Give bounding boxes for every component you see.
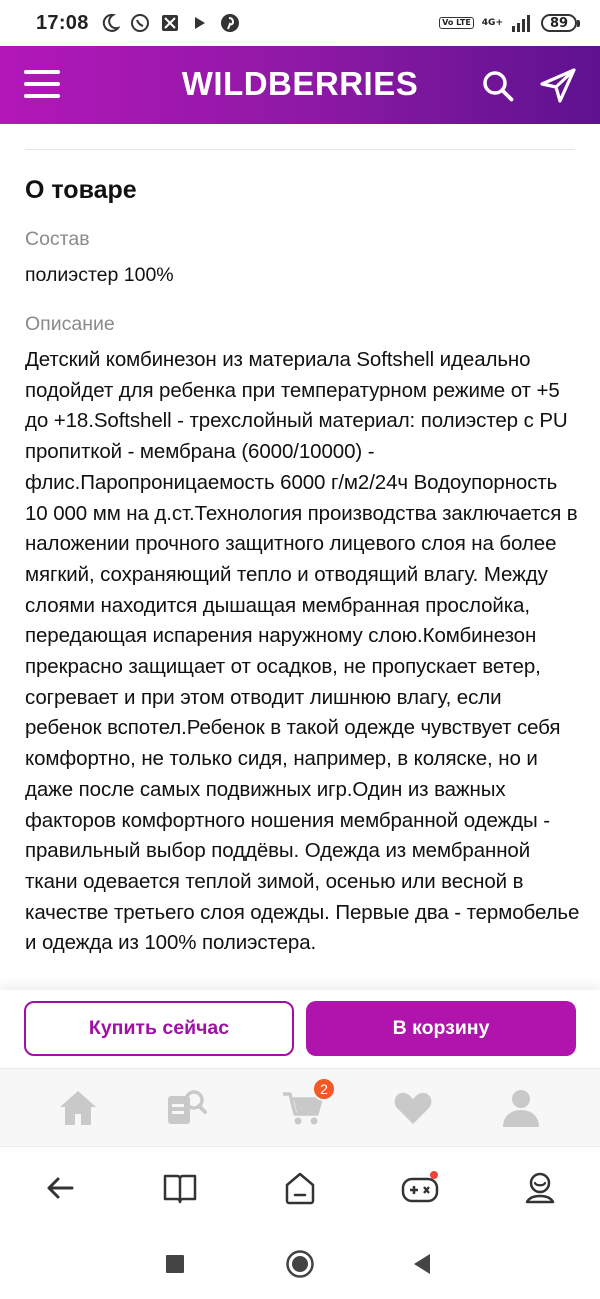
catalog-search-icon[interactable] <box>163 1085 209 1131</box>
recents-icon[interactable] <box>159 1248 191 1280</box>
battery-level: 89 <box>541 14 577 32</box>
description-label: Описание <box>25 313 115 335</box>
description-text: Детский комбинезон из материала Softshell идеально подойдет для ребенка при температурном режиме от +5 до +18.Softshell - трехслойный материал: полиэстер с PU пропиткой - мембрана (6000/10000) - флис.Паропроницаемость 6000 г/м2/24ч Водоупорность 10 000 мм на д.ст.Технология производства заключается в наложении прочного защитного лицевого слоя на более мягкий, сохраняющий тепло и отводящий влагу. Между слоями находится дышащая мембранная прослойка, передающая испарения наружному слою.Комбинезон прекрасно защищает от осадков, не пропускает ветер, согревает и при этом отводит лишнюю влагу, если ребенок вспотел.Ребенок в такой одежде чувствует себя комфортно, не только сидя, например, в коляске, но и даже после самых подвижных игр.Один из важных факторов комфортного ношения мембранной одежды - правильный выбор поддёвы. Одежда из мембранной ткани одевается теплой зимой, осенью или весной в качестве третьего слоя одежды. Первые два - термобелье и одежда из 100% полиэстера. <box>25 348 580 955</box>
favorites-icon[interactable] <box>390 1085 436 1131</box>
gamepad-icon[interactable] <box>400 1168 440 1208</box>
system-navigation <box>0 1228 600 1299</box>
location-icon[interactable] <box>536 66 580 106</box>
bottom-nav <box>0 1068 600 1146</box>
add-to-cart-button[interactable]: В корзину <box>306 1001 576 1056</box>
pinterest-icon <box>219 12 241 34</box>
status-notification-icons <box>99 12 241 34</box>
status-system-icons <box>439 12 580 34</box>
play-icon <box>189 12 211 34</box>
composition-value: полиэстер 100% <box>25 264 174 286</box>
brand-logo: WILDBERRIES <box>181 65 419 102</box>
status-time: 17:08 <box>36 11 89 34</box>
buy-now-button[interactable]: Купить сейчас <box>24 1001 294 1056</box>
book-icon[interactable] <box>160 1168 200 1208</box>
moon-icon <box>99 12 121 34</box>
whatsapp-icon <box>129 12 151 34</box>
composition-label: Состав <box>25 228 90 250</box>
volte-icon: Vo LTE <box>439 17 474 29</box>
app-icon <box>159 12 181 34</box>
search-icon[interactable] <box>478 66 518 106</box>
purchase-bar <box>0 990 600 1068</box>
network-type: 4G+ <box>481 18 503 28</box>
menu-icon[interactable] <box>22 66 62 104</box>
signal-icon <box>511 12 533 34</box>
section-title: О товаре <box>25 176 137 204</box>
cart-count-badge: 2 <box>312 1077 336 1101</box>
back-icon[interactable] <box>40 1168 80 1208</box>
app-header <box>0 46 600 124</box>
home-icon[interactable] <box>55 1085 101 1131</box>
home-circle-icon[interactable] <box>284 1248 316 1280</box>
account-icon[interactable] <box>520 1168 560 1208</box>
battery-icon <box>541 14 580 32</box>
back-triangle-icon[interactable] <box>406 1248 438 1280</box>
profile-icon[interactable] <box>498 1085 544 1131</box>
browser-toolbar <box>0 1146 600 1228</box>
divider <box>25 149 575 150</box>
status-bar <box>0 0 600 46</box>
home-outline-icon[interactable] <box>280 1168 320 1208</box>
